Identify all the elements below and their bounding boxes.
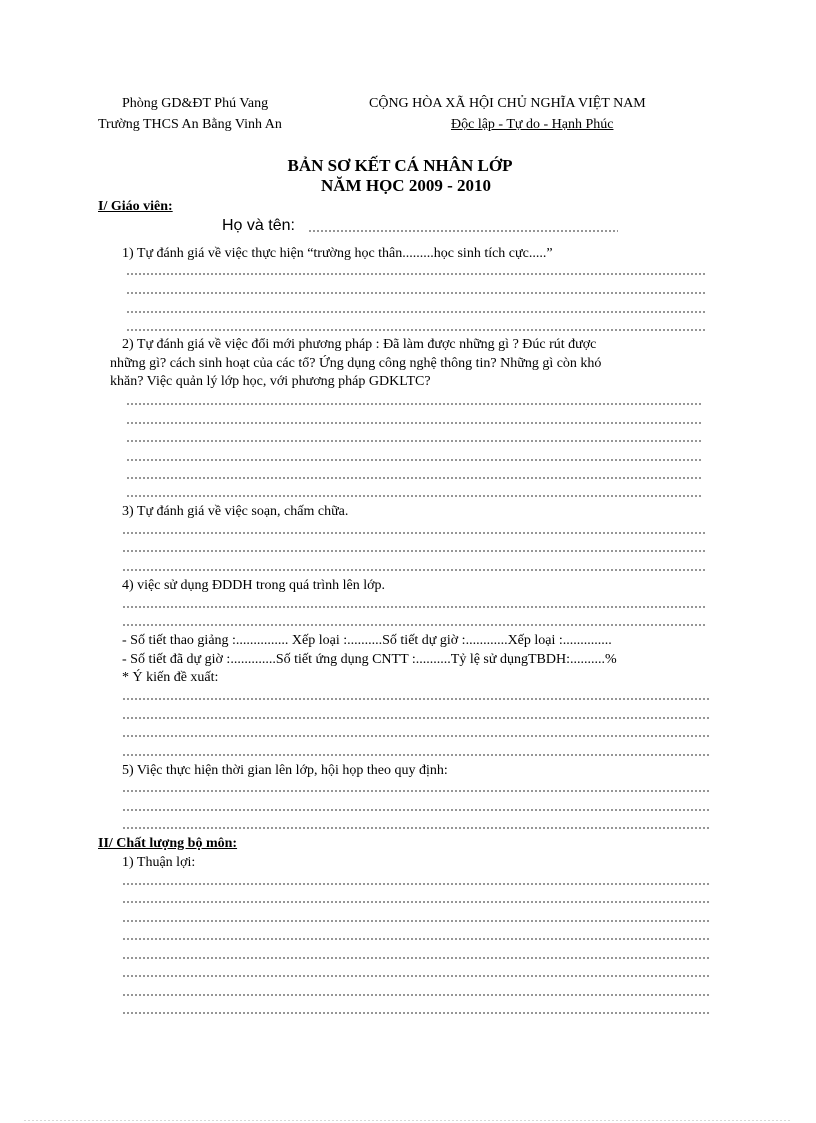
advantages-label: 1) Thuận lợi:	[122, 855, 196, 870]
answer-line[interactable]	[122, 550, 706, 552]
teaching-stats-2: - Số tiết đã dự giờ :.............Số tiết ứng dụng CNTT :..........Tỷ lệ sử dụngTBDH:..........%	[122, 652, 617, 667]
section-quality-heading: II/ Chất lượng bộ môn:	[98, 836, 238, 851]
answer-line[interactable]	[122, 735, 710, 737]
answer-line[interactable]	[122, 994, 710, 996]
question-1: 1) Tự đánh giá về việc thực hiện “trường học thân.........học sinh tích cực.....”	[122, 246, 553, 261]
answer-line[interactable]	[122, 606, 706, 608]
answer-line[interactable]	[122, 883, 710, 885]
answer-line[interactable]	[126, 495, 702, 497]
name-label: Họ và tên:	[222, 217, 295, 234]
answer-line[interactable]	[126, 477, 702, 479]
answer-line[interactable]	[122, 790, 710, 792]
answer-line[interactable]	[122, 754, 710, 756]
answer-line[interactable]	[122, 957, 710, 959]
report-title: BẢN SƠ KẾT CÁ NHÂN LỚP	[287, 156, 513, 175]
answer-line[interactable]	[122, 1012, 710, 1014]
answer-line[interactable]	[122, 532, 706, 534]
answer-line[interactable]	[126, 440, 702, 442]
answer-line[interactable]	[122, 809, 710, 811]
answer-line[interactable]	[126, 403, 702, 405]
name-fill-line[interactable]	[308, 230, 618, 232]
answer-line[interactable]	[126, 311, 706, 313]
answer-line[interactable]	[126, 273, 706, 275]
answer-line[interactable]	[126, 422, 702, 424]
answer-line[interactable]	[122, 698, 710, 700]
question-4: 4) việc sử dụng ĐDDH trong quá trình lên lớp.	[122, 578, 386, 593]
answer-line[interactable]	[122, 975, 710, 977]
answer-line[interactable]	[126, 292, 706, 294]
school-year: NĂM HỌC 2009 - 2010	[321, 176, 491, 195]
answer-line[interactable]	[122, 569, 706, 571]
answer-line[interactable]	[122, 901, 710, 903]
school-name: Trường THCS An Bằng Vinh An	[98, 117, 282, 132]
teaching-stats-1: - Số tiết thao giảng :............... Xếp loại :..........Số tiết dự giờ :............Xếp loại :..............	[122, 633, 612, 648]
page-bottom-border	[24, 1120, 792, 1121]
answer-line[interactable]	[122, 624, 706, 626]
answer-line[interactable]	[122, 827, 710, 829]
answer-line[interactable]	[122, 920, 710, 922]
question-2-line-1: 2) Tự đánh giá về việc đổi mới phương pháp : Đã làm được những gì ? Đúc rút được	[122, 337, 597, 352]
proposal-label: * Ý kiến đề xuất:	[122, 670, 219, 685]
answer-line[interactable]	[126, 329, 706, 331]
national-motto: Độc lập - Tự do - Hạnh Phúc	[451, 117, 614, 132]
question-5: 5) Việc thực hiện thời gian lên lớp, hội họp theo quy định:	[122, 763, 448, 778]
question-2-line-3: khăn? Việc quản lý lớp học, với phương pháp GDKLTC?	[110, 374, 431, 389]
department-name: Phòng GD&ĐT Phú Vang	[122, 96, 269, 111]
national-title: CỘNG HÒA XÃ HỘI CHỦ NGHĨA VIỆT NAM	[369, 96, 646, 111]
answer-line[interactable]	[126, 459, 702, 461]
question-3: 3) Tự đánh giá về việc soạn, chấm chữa.	[122, 504, 349, 519]
section-teacher-heading: I/ Giáo viên:	[98, 199, 173, 214]
answer-line[interactable]	[122, 938, 710, 940]
answer-line[interactable]	[122, 717, 710, 719]
question-2-line-2: những gì? cách sinh hoạt của các tổ? Ứng dụng công nghệ thông tin? Những gì còn khó	[110, 356, 602, 371]
